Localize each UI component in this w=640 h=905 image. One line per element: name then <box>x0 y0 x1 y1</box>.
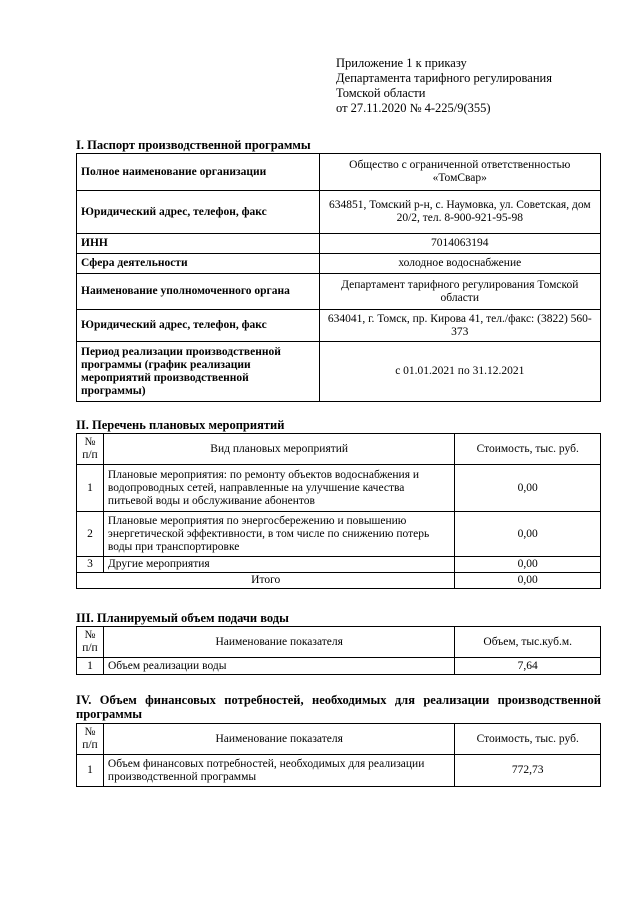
row-num: 1 <box>77 755 104 787</box>
table-row <box>77 658 601 675</box>
table-row <box>77 465 601 512</box>
column-header-num: № п/п <box>77 434 104 465</box>
row-num: 1 <box>77 658 104 675</box>
passport-table <box>76 153 601 402</box>
passport-value: 7014063194 <box>319 234 600 254</box>
total-row <box>77 573 601 589</box>
table-row <box>77 234 601 254</box>
row-cost: 0,00 <box>455 557 601 573</box>
section-1-title: I. Паспорт производственной программы <box>76 138 311 152</box>
row-value: 7,64 <box>455 658 601 675</box>
passport-label: Сфера деятельности <box>77 254 320 274</box>
table-row <box>77 191 601 234</box>
section-4-title: IV. Объем финансовых потребностей, необходимых для реализации производственной программы <box>76 693 601 721</box>
table-row <box>77 310 601 342</box>
passport-label: Период реализации производственной программы (график реализации мероприятий производственной программы) <box>77 342 320 402</box>
total-cost: 0,00 <box>455 573 601 589</box>
table-row <box>77 254 601 274</box>
column-header-num: № п/п <box>77 627 104 658</box>
passport-value: 634851, Томский р-н, с. Наумовка, ул. Советская, дом 20/2, тел. 8-900-921-95-98 <box>319 191 600 234</box>
row-num: 1 <box>77 465 104 512</box>
passport-label: ИНН <box>77 234 320 254</box>
order-header <box>336 56 552 116</box>
passport-value: холодное водоснабжение <box>319 254 600 274</box>
header-line-4: от 27.11.2020 № 4-225/9(355) <box>336 101 491 115</box>
column-header-cost: Стоимость, тыс. руб. <box>455 434 601 465</box>
row-num: 2 <box>77 512 104 557</box>
row-name: Объем финансовых потребностей, необходимых для реализации производственной программы <box>103 755 455 787</box>
column-header-value: Объем, тыс.куб.м. <box>455 627 601 658</box>
passport-label: Полное наименование организации <box>77 154 320 191</box>
passport-value: с 01.01.2021 по 31.12.2021 <box>319 342 600 402</box>
table-row <box>77 274 601 310</box>
header-line-2: Департамента тарифного регулирования <box>336 71 552 85</box>
row-cost: 0,00 <box>455 465 601 512</box>
column-header-num: № п/п <box>77 724 104 755</box>
row-name: Плановые мероприятия: по ремонту объектов водоснабжения и водопроводных сетей, направленные на улучшение качества питьевой воды и обслуживание абонентов <box>103 465 455 512</box>
water-volume-table <box>76 626 601 675</box>
table-header-row <box>77 627 601 658</box>
passport-label: Юридический адрес, телефон, факс <box>77 191 320 234</box>
row-name: Объем реализации воды <box>103 658 455 675</box>
total-label: Итого <box>77 573 455 589</box>
column-header-cost: Стоимость, тыс. руб. <box>455 724 601 755</box>
activities-table <box>76 433 601 589</box>
table-row <box>77 755 601 787</box>
row-cost: 0,00 <box>455 512 601 557</box>
column-header-name: Наименование показателя <box>103 627 455 658</box>
passport-label: Юридический адрес, телефон, факс <box>77 310 320 342</box>
financial-needs-table <box>76 723 601 787</box>
table-header-row <box>77 724 601 755</box>
row-cost: 772,73 <box>455 755 601 787</box>
passport-value: Департамент тарифного регулирования Томской области <box>319 274 600 310</box>
passport-label: Наименование уполномоченного органа <box>77 274 320 310</box>
table-row <box>77 342 601 402</box>
row-name: Плановые мероприятия по энергосбережению и повышению энергетической эффективности, в том числе по снижению потерь воды при транспортировке <box>103 512 455 557</box>
table-row <box>77 512 601 557</box>
row-name: Другие мероприятия <box>103 557 455 573</box>
section-2-title: II. Перечень плановых мероприятий <box>76 418 285 432</box>
header-line-1: Приложение 1 к приказу <box>336 56 467 70</box>
row-num: 3 <box>77 557 104 573</box>
table-row <box>77 557 601 573</box>
passport-value: Общество с ограниченной ответственностью «ТомСвар» <box>319 154 600 191</box>
table-header-row <box>77 434 601 465</box>
header-line-3: Томской области <box>336 86 426 100</box>
passport-value: 634041, г. Томск, пр. Кирова 41, тел./факс: (3822) 560-373 <box>319 310 600 342</box>
section-3-title: III. Планируемый объем подачи воды <box>76 611 289 625</box>
table-row <box>77 154 601 191</box>
column-header-name: Вид плановых мероприятий <box>103 434 455 465</box>
column-header-name: Наименование показателя <box>103 724 455 755</box>
